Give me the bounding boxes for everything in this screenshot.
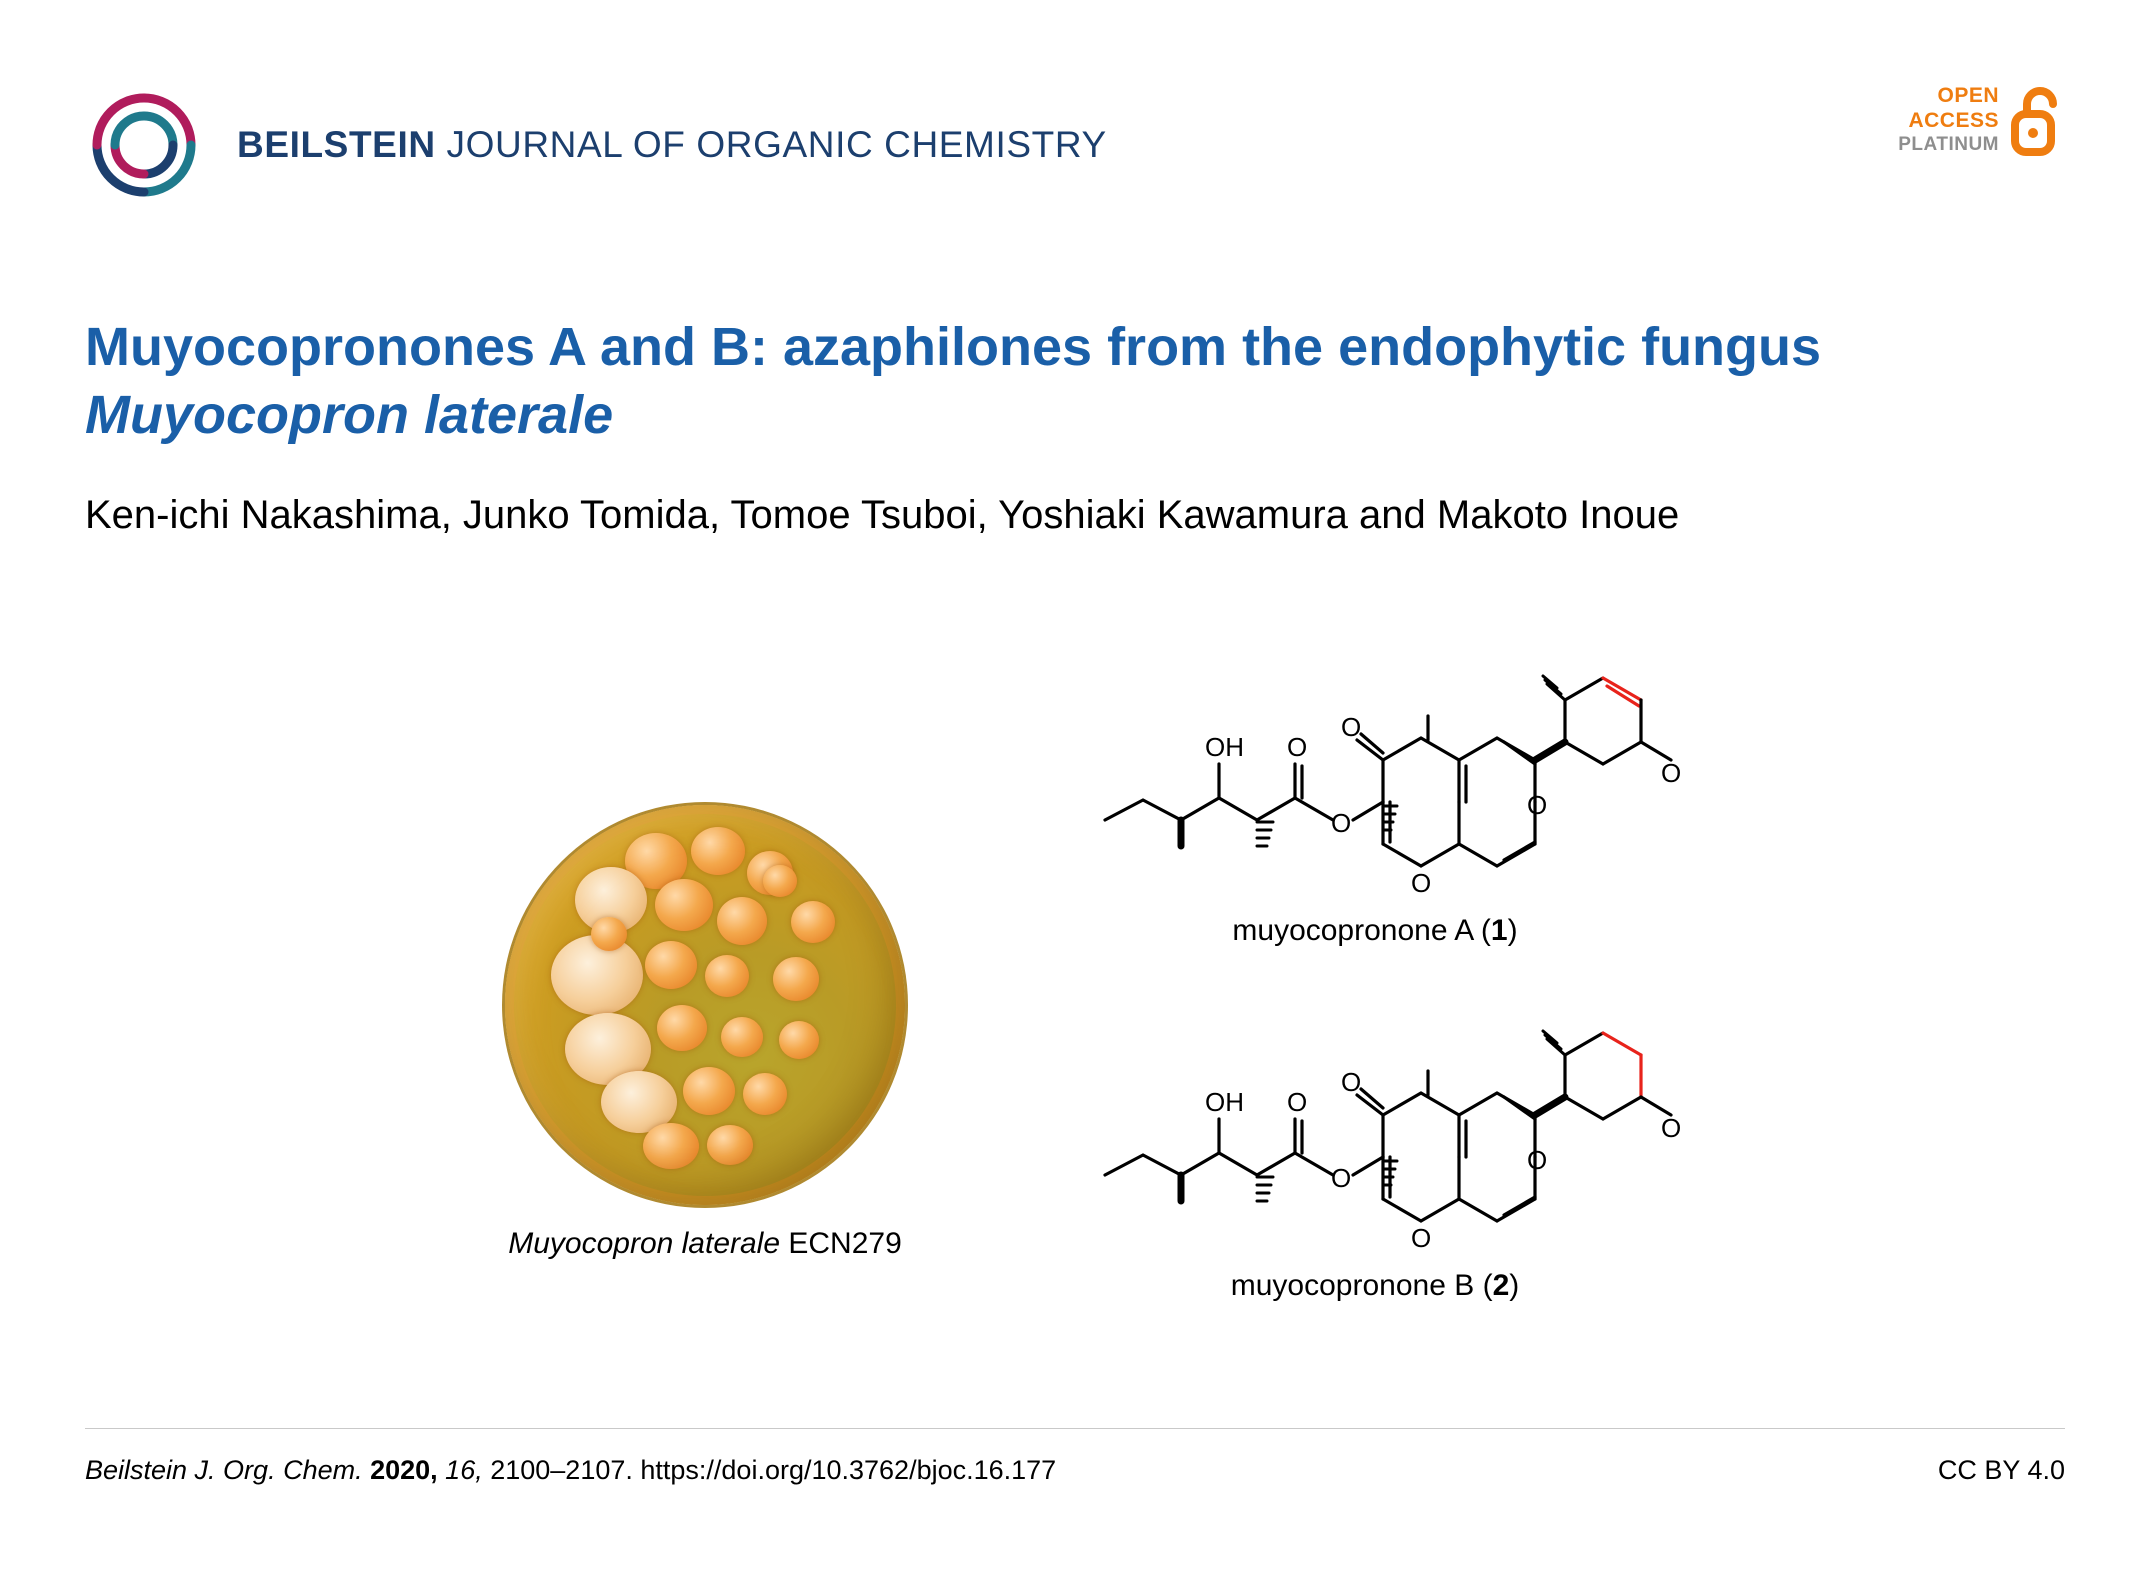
label-o-ester-link: O (1331, 808, 1352, 838)
label-o-ketone-left: O (1341, 1067, 1362, 1097)
label-o-ring: O (1527, 1145, 1548, 1175)
structure-b-drawing (1095, 1015, 1682, 1265)
open-access-line3: PLATINUM (1898, 133, 1999, 155)
page-title (85, 314, 1985, 449)
open-access-text (1898, 84, 1999, 156)
beilstein-spiral-logo-icon (85, 86, 203, 204)
label-o-ketone-right: O (1661, 1113, 1682, 1143)
journal-title-bold: BEILSTEIN (237, 124, 436, 165)
open-lock-icon (2011, 84, 2065, 156)
open-access-line2: ACCESS (1908, 108, 1999, 132)
label-o-ring: O (1527, 790, 1548, 820)
petri-dish-photo (495, 805, 915, 1261)
structure-a-caption-close: ) (1507, 914, 1518, 947)
petri-dish-caption-species: Muyocopron laterale (508, 1227, 781, 1260)
label-o-ester-top: O (1287, 1087, 1308, 1117)
label-oh: OH (1205, 1087, 1244, 1117)
label-o-ester-link: O (1331, 1163, 1352, 1193)
structure-muyocopronone-b (1095, 1015, 1682, 1303)
structure-b-caption-number: 2 (1492, 1269, 1510, 1302)
footer-divider (85, 1428, 2065, 1429)
citation-journal: Beilstein J. Org. Chem. (85, 1455, 363, 1485)
open-access-line1: OPEN (1937, 84, 1999, 108)
label-o-ester-top: O (1287, 732, 1308, 762)
citation (85, 1455, 1056, 1486)
page-title-species: Muyocopron laterale (85, 384, 614, 445)
journal-title-light: JOURNAL OF ORGANIC CHEMISTRY (435, 124, 1107, 165)
petri-dish-caption-strain: ECN279 (780, 1227, 902, 1260)
structure-b-caption (1095, 1269, 1655, 1303)
structure-muyocopronone-a (1095, 660, 1682, 948)
journal-title (237, 124, 1107, 166)
open-access-badge (1898, 84, 2065, 156)
structure-b-caption-text: muyocopronone B ( (1230, 1269, 1493, 1302)
label-o-ketone-left: O (1341, 712, 1362, 742)
structure-a-caption-number: 1 (1490, 914, 1508, 947)
label-o-enone: O (1661, 758, 1682, 788)
structure-a-caption-text: muyocopronone A ( (1232, 914, 1491, 947)
structure-b-caption-close: ) (1509, 1269, 1520, 1302)
citation-volume: 16, (437, 1455, 483, 1485)
structure-a-caption (1095, 914, 1655, 948)
petri-dish-caption (495, 1227, 915, 1261)
structure-a-drawing (1095, 660, 1682, 910)
label-o-ketone-bottom: O (1411, 1223, 1432, 1253)
citation-year: 2020, (362, 1455, 438, 1485)
label-o-ketone-bottom: O (1411, 868, 1432, 898)
page-footer (85, 1455, 2065, 1495)
page-header (85, 78, 2065, 208)
author-list: Ken-ichi Nakashima, Junko Tomida, Tomoe Tsuboi, Yoshiaki Kawamura and Makoto Inoue (85, 493, 1680, 537)
citation-pages: 2100–2107. https://doi.org/10.3762/bjoc.16.177 (482, 1455, 1057, 1485)
page-title-main: Muyocopronones A and B: azaphilones from the endophytic fungus (85, 317, 1822, 378)
license-label: CC BY 4.0 (1937, 1455, 2065, 1485)
graphical-abstract (85, 660, 2065, 1410)
label-oh: OH (1205, 732, 1244, 762)
petri-dish-image (505, 805, 905, 1205)
journal-branding (85, 86, 1107, 204)
